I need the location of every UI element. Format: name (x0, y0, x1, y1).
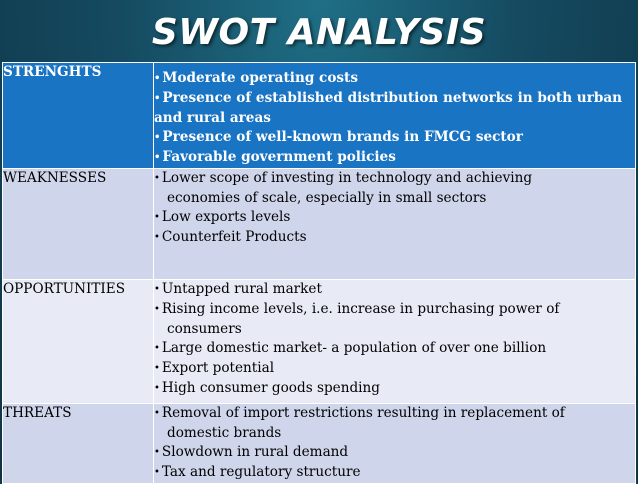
strengths-list (154, 63, 636, 169)
row-label-threats: THREATS (3, 404, 154, 484)
bullet-icon: • (154, 383, 160, 394)
list-item: • Presence of established distribution networks in both urban (154, 90, 623, 106)
bullet-icon: • (154, 152, 161, 163)
threats-list (154, 404, 636, 484)
list-item: • High consumer goods spending (154, 380, 380, 396)
bullet-icon: • (154, 447, 160, 458)
list-item: • Removal of import restrictions resulting in replacement of (154, 405, 565, 421)
list-item: • Lower scope of investing in technology and achieving (154, 170, 533, 186)
bullet-icon: • (154, 408, 160, 419)
list-item: • Presence of well-known brands in FMCG sector (154, 129, 523, 145)
list-item: • Rising income levels, i.e. increase in purchasing power of (154, 301, 560, 317)
row-label-weaknesses: WEAKNESSES (3, 169, 154, 280)
table-row-strengths (3, 63, 636, 169)
row-label-opportunities: OPPORTUNITIES (3, 280, 154, 404)
list-item: • Counterfeit Products (154, 229, 307, 245)
list-item: • Tax and regulatory structure (154, 464, 361, 480)
list-item: • Low exports levels (154, 209, 291, 225)
list-item-continuation: and rural areas (154, 110, 271, 126)
list-item: • Untapped rural market (154, 281, 322, 297)
bullet-icon: • (154, 93, 161, 104)
list-item-continuation: economies of scale, especially in small sectors (167, 190, 487, 206)
table-row-weaknesses (3, 169, 636, 280)
list-item: • Export potential (154, 360, 275, 376)
list-item-continuation: domestic brands (167, 425, 282, 441)
bullet-icon: • (154, 284, 160, 295)
bullet-icon: • (154, 363, 160, 374)
row-label-strengths: STRENGHTS (3, 63, 154, 169)
list-item: • Slowdown in rural demand (154, 444, 349, 460)
bullet-icon: • (154, 232, 160, 243)
bullet-icon: • (154, 173, 160, 184)
slide-title: SWOT ANALYSIS (151, 12, 487, 53)
list-item: • Favorable government policies (154, 149, 396, 165)
bullet-icon: • (154, 73, 161, 84)
bullet-icon: • (154, 212, 160, 223)
swot-table (2, 62, 636, 484)
bullet-icon: • (154, 467, 160, 478)
weaknesses-list (154, 169, 636, 280)
list-item: • Moderate operating costs (154, 70, 358, 86)
opportunities-list (154, 280, 636, 404)
table-row-threats (3, 404, 636, 484)
list-item-continuation: consumers (167, 321, 242, 337)
bullet-icon: • (154, 343, 160, 354)
table-row-opportunities (3, 280, 636, 404)
list-item: • Large domestic market- a population of over one billion (154, 340, 547, 356)
bullet-icon: • (154, 132, 161, 143)
bullet-icon: • (154, 304, 160, 315)
